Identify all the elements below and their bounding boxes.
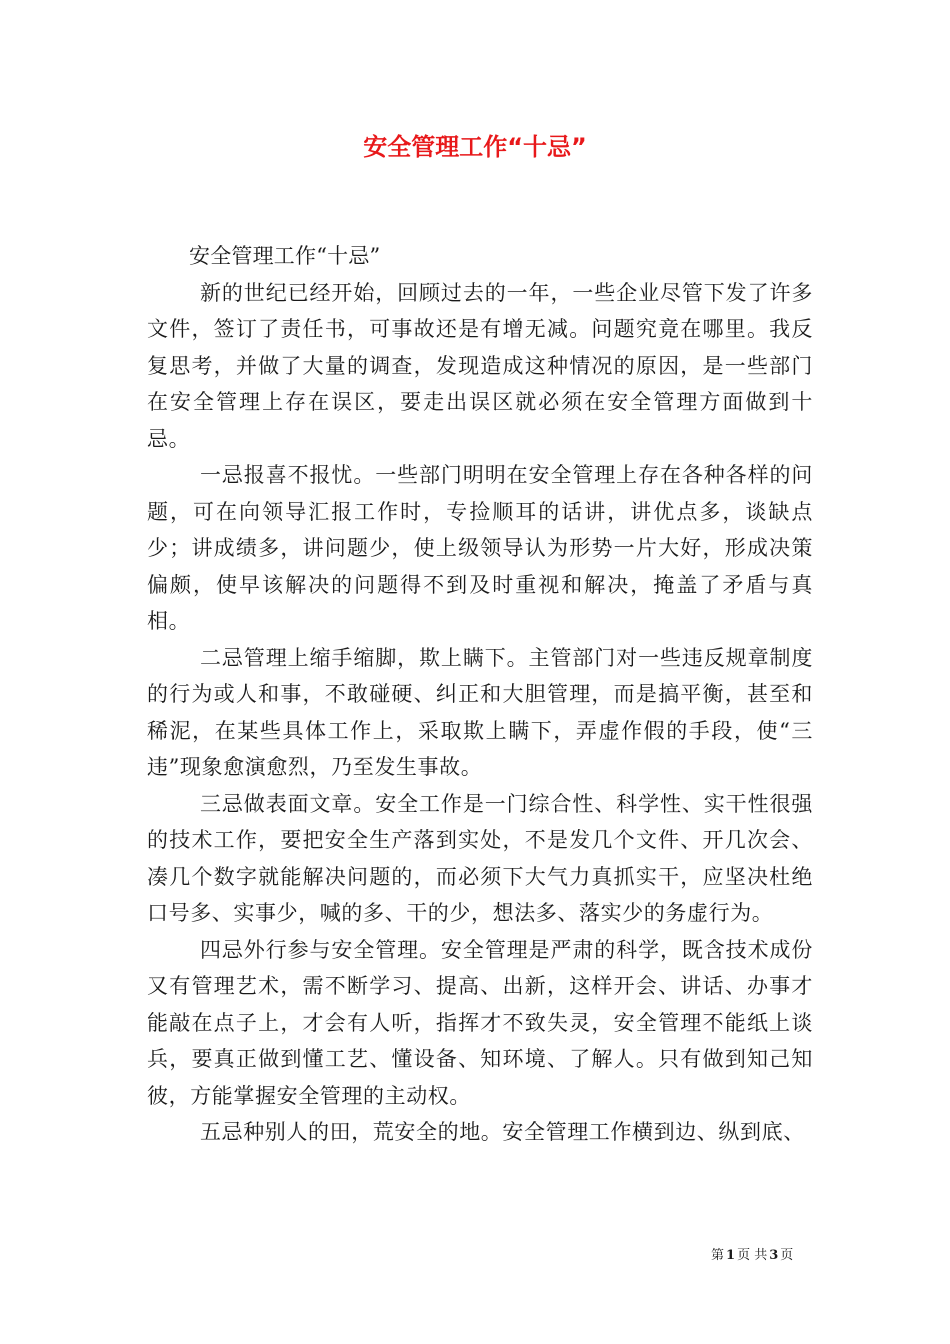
paragraph-taboo-2: 二忌管理上缩手缩脚，欺上瞒下。主管部门对一些违反规章制度的行为或人和事，不敢碰硬、纠正和大胆管理，而是搞平衡，甚至和稀泥，在某些具体工作上，采取欺上瞒下，弄虚作假的手段，使“三违”现象愈演愈烈，乃至发生事故。 [147,645,813,779]
paragraph-taboo-1: 一忌报喜不报忧。一些部门明明在安全管理上存在各种各样的问题，可在向领导汇报工作时，专捡顺耳的话讲，讲优点多，谈缺点少；讲成绩多，讲问题少，使上级领导认为形势一片大好，形成决策偏颇，使早该解决的问题得不到及时重视和解决，掩盖了矛盾与真相。 [147,463,813,633]
paragraph-taboo-4: 四忌外行参与安全管理。安全管理是严肃的科学，既含技术成份又有管理艺术，需不断学习、提高、出新，这样开会、讲话、办事才能敲在点子上，才会有人听，指挥才不致失灵，安全管理不能纸上谈兵，要真正做到懂工艺、懂设备、知环境、了解人。只有做到知己知彼，方能掌握安全管理的主动权。 [147,937,813,1108]
page-number-footer [711,1247,793,1265]
footer-suffix: 页 [780,1248,794,1263]
current-page-number: 1 [726,1248,736,1263]
paragraph-intro: 新的世纪已经开始，回顾过去的一年，一些企业尽管下发了许多文件，签订了责任书，可事故还是有增无减。问题究竟在哪里。我反复思考，并做了大量的调查，发现造成这种情况的原因，是一些部门在安全管理上存在误区，要走出误区就必须在安全管理方面做到十忌。 [147,280,813,451]
document-title: 安全管理工作“十忌” [363,133,587,161]
footer-prefix: 第 [711,1248,725,1263]
paragraph-taboo-5: 五忌种别人的田，荒安全的地。安全管理工作横到边、纵到底、 [200,1120,805,1144]
paragraph-taboo-3: 三忌做表面文章。安全工作是一门综合性、科学性、实干性很强的技术工作，要把安全生产落到实处，不是发几个文件、开几次会、凑几个数字就能解决问题的，而必须下大气力真抓实干，应坚决杜绝口号多、实事少，喊的多、干的少，想法多、落实少的务虚行为。 [147,791,813,925]
footer-middle: 页 共 [737,1248,768,1263]
total-pages-number: 3 [769,1248,779,1263]
document-subtitle: 安全管理工作“十忌” [189,244,381,268]
document-body [147,238,813,1151]
